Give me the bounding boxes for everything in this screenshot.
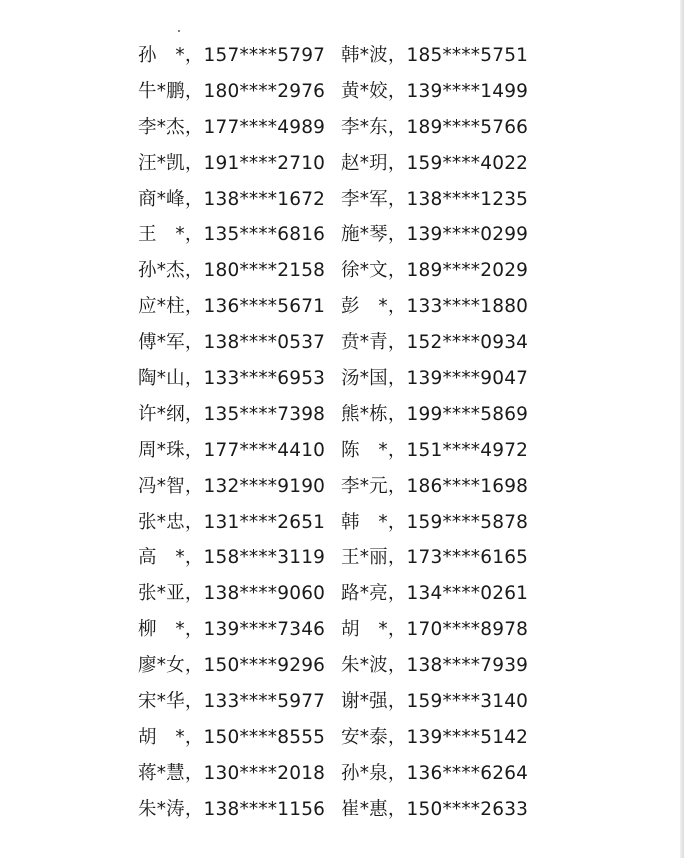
- entry-right: 汤*国，139****9047: [341, 367, 529, 389]
- list-row: [138, 36, 538, 72]
- entry-right: 韩*波，185****5751: [341, 44, 529, 66]
- entry-left: 李*杰，177****4989: [138, 116, 326, 138]
- entry-right: 李*元，186****1698: [341, 475, 529, 497]
- entry-right: 韩 *，159****5878: [341, 511, 529, 533]
- list-row: [138, 790, 538, 826]
- list-row: [138, 287, 538, 323]
- entry-left: 牛*鹏，180****2976: [138, 80, 326, 102]
- entry-right: 胡 *，170****8978: [341, 619, 529, 641]
- entry-right: 赵*玥，159****4022: [341, 152, 529, 174]
- entry-right: 谢*强，159****3140: [341, 690, 529, 712]
- list-row: [138, 718, 538, 754]
- entry-right: 孙*泉，136****6264: [341, 762, 529, 784]
- list-row: [138, 72, 538, 108]
- entry-right: 黄*姣，139****1499: [341, 80, 529, 102]
- entry-right: 朱*波，138****7939: [341, 655, 529, 677]
- list-row: [138, 574, 538, 610]
- entry-left: 蒋*慧，130****2018: [138, 762, 326, 784]
- entry-left: 张*忠，131****2651: [138, 511, 326, 533]
- entry-left: 陶*山，133****6953: [138, 367, 326, 389]
- entry-right: 路*亮，134****0261: [341, 583, 529, 605]
- list-row: [138, 180, 538, 216]
- list-row: [138, 646, 538, 682]
- scan-speck: [178, 30, 180, 32]
- entry-left: 高 *，158****3119: [138, 547, 326, 569]
- entry-right: 李*东，189****5766: [341, 116, 529, 138]
- entry-left: 廖*女，150****9296: [138, 655, 326, 677]
- entry-left: 冯*智，132****9190: [138, 475, 326, 497]
- list-row: [138, 503, 538, 539]
- entry-right: 王*丽，173****6165: [341, 547, 529, 569]
- list-row: [138, 108, 538, 144]
- list-row: [138, 395, 538, 431]
- page-edge: [680, 0, 684, 858]
- entry-left: 孙 *，157****5797: [138, 44, 326, 66]
- entry-left: 汪*凯，191****2710: [138, 152, 326, 174]
- list-row: [138, 682, 538, 718]
- list-row: [138, 251, 538, 287]
- list-row: [138, 610, 538, 646]
- list-row: [138, 754, 538, 790]
- entry-right: 贲*青，152****0934: [341, 332, 529, 354]
- entry-right: 崔*惠，150****2633: [341, 798, 529, 820]
- list-row: [138, 538, 538, 574]
- entry-left: 宋*华，133****5977: [138, 690, 326, 712]
- list-row: [138, 467, 538, 503]
- entry-right: 陈 *，151****4972: [341, 439, 529, 461]
- entry-right: 彭 *，133****1880: [341, 296, 529, 318]
- entry-right: 安*泰，139****5142: [341, 726, 529, 748]
- entry-left: 许*纲，135****7398: [138, 403, 326, 425]
- entry-left: 周*珠，177****4410: [138, 439, 326, 461]
- list-row: [138, 431, 538, 467]
- entry-left: 朱*涛，138****1156: [138, 798, 326, 820]
- entry-left: 傅*军，138****0537: [138, 332, 326, 354]
- entry-left: 商*峰，138****1672: [138, 188, 326, 210]
- list-row: [138, 359, 538, 395]
- list-row: [138, 215, 538, 251]
- entry-right: 徐*文，189****2029: [341, 260, 529, 282]
- entry-left: 柳 *，139****7346: [138, 619, 326, 641]
- entry-left: 孙*杰，180****2158: [138, 260, 326, 282]
- entry-left: 胡 *，150****8555: [138, 726, 326, 748]
- name-phone-list: [138, 36, 538, 826]
- entry-left: 应*柱，136****5671: [138, 296, 326, 318]
- entry-left: 王 *，135****6816: [138, 224, 326, 246]
- list-row: [138, 323, 538, 359]
- entry-right: 施*琴，139****0299: [341, 224, 529, 246]
- entry-right: 熊*栋，199****5869: [341, 403, 529, 425]
- entry-left: 张*亚，138****9060: [138, 583, 326, 605]
- entry-right: 李*军，138****1235: [341, 188, 529, 210]
- list-row: [138, 144, 538, 180]
